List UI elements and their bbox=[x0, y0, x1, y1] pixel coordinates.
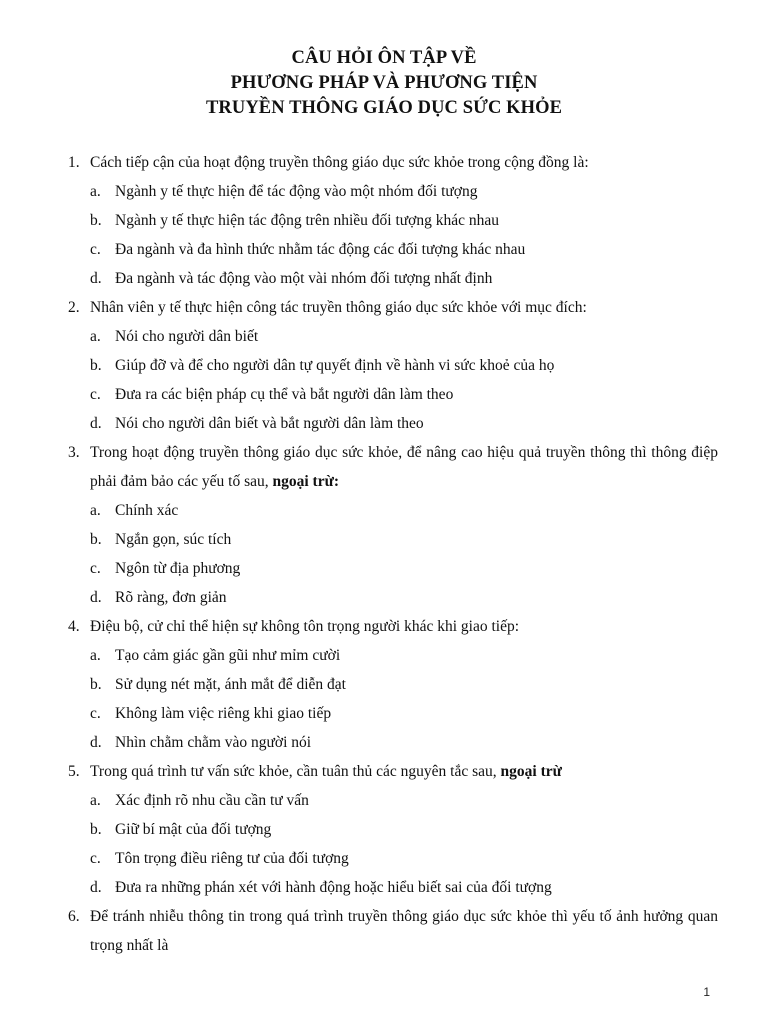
option-letter: b. bbox=[90, 357, 102, 374]
option-letter: b. bbox=[90, 821, 102, 838]
option-c bbox=[90, 844, 718, 873]
question-text-main: Để tránh nhiễu thông tin trong quá trình truyền thông giáo dục sức khỏe thì yếu tố ảnh hưởng quan trọng nhất là bbox=[90, 908, 718, 954]
option-text: Nói cho người dân biết bbox=[115, 328, 259, 345]
option-text: Ngành y tế thực hiện để tác động vào một nhóm đối tượng bbox=[115, 183, 478, 200]
question-number: 4. bbox=[68, 618, 80, 635]
option-text: Đưa ra các biện pháp cụ thể và bắt người dân làm theo bbox=[115, 386, 454, 403]
option-letter: d. bbox=[90, 270, 102, 287]
question-text bbox=[90, 293, 718, 322]
option-letter: c. bbox=[90, 705, 101, 722]
option-d bbox=[90, 728, 718, 757]
option-list bbox=[68, 641, 718, 757]
question-emphasis: ngoại trừ: bbox=[272, 473, 340, 490]
option-d bbox=[90, 409, 718, 438]
option-c bbox=[90, 699, 718, 728]
question-number: 3. bbox=[68, 444, 80, 461]
option-text: Ngắn gọn, súc tích bbox=[115, 531, 232, 548]
question-text bbox=[90, 438, 718, 496]
title-line-2: PHƯƠNG PHÁP VÀ PHƯƠNG TIỆN bbox=[230, 73, 538, 93]
option-c bbox=[90, 235, 718, 264]
title-line-1: CÂU HỎI ÔN TẬP VỀ bbox=[291, 48, 477, 68]
option-text: Không làm việc riêng khi giao tiếp bbox=[115, 705, 332, 722]
option-a bbox=[90, 177, 718, 206]
question-3 bbox=[68, 438, 718, 612]
option-letter: b. bbox=[90, 212, 102, 229]
option-text: Giúp đỡ và để cho người dân tự quyết định về hành vi sức khoẻ của họ bbox=[115, 357, 555, 374]
question-number: 2. bbox=[68, 299, 80, 316]
option-letter: c. bbox=[90, 386, 101, 403]
option-b bbox=[90, 670, 718, 699]
option-b bbox=[90, 815, 718, 844]
question-text bbox=[90, 902, 718, 960]
option-a bbox=[90, 496, 718, 525]
option-letter: d. bbox=[90, 879, 102, 896]
option-letter: d. bbox=[90, 734, 102, 751]
option-text: Tôn trọng điều riêng tư của đối tượng bbox=[115, 850, 349, 867]
question-2 bbox=[68, 293, 718, 438]
option-list bbox=[68, 177, 718, 293]
title-line-3: TRUYỀN THÔNG GIÁO DỤC SỨC KHỎE bbox=[205, 98, 563, 118]
option-text: Nói cho người dân biết và bắt người dân làm theo bbox=[115, 415, 424, 432]
question-4 bbox=[68, 612, 718, 757]
option-letter: a. bbox=[90, 647, 101, 664]
question-6 bbox=[68, 902, 718, 960]
option-text: Ngành y tế thực hiện tác động trên nhiều đối tượng khác nhau bbox=[115, 212, 499, 229]
option-letter: c. bbox=[90, 850, 101, 867]
option-text: Xác định rõ nhu cầu cần tư vấn bbox=[115, 792, 309, 809]
question-emphasis: ngoại trừ bbox=[500, 763, 562, 780]
option-text: Giữ bí mật của đối tượng bbox=[115, 821, 272, 838]
question-text bbox=[90, 757, 718, 786]
question-number: 1. bbox=[68, 154, 80, 171]
option-list bbox=[68, 786, 718, 902]
option-text: Nhìn chằm chằm vào người nói bbox=[115, 734, 312, 751]
question-text bbox=[90, 612, 718, 641]
option-text: Đưa ra những phán xét với hành động hoặc hiểu biết sai của đối tượng bbox=[115, 879, 552, 896]
question-number: 5. bbox=[68, 763, 80, 780]
option-letter: a. bbox=[90, 183, 101, 200]
option-c bbox=[90, 380, 718, 409]
option-text: Đa ngành và đa hình thức nhằm tác động các đối tượng khác nhau bbox=[115, 241, 526, 258]
option-d bbox=[90, 264, 718, 293]
option-d bbox=[90, 873, 718, 902]
question-text-main: Trong quá trình tư vấn sức khỏe, cần tuân thủ các nguyên tắc sau, bbox=[90, 763, 501, 780]
option-a bbox=[90, 322, 718, 351]
option-letter: d. bbox=[90, 589, 102, 606]
question-text bbox=[90, 148, 718, 177]
option-text: Đa ngành và tác động vào một vài nhóm đối tượng nhất định bbox=[115, 270, 493, 287]
option-letter: d. bbox=[90, 415, 102, 432]
option-b bbox=[90, 525, 718, 554]
option-text: Ngôn từ địa phương bbox=[115, 560, 241, 577]
question-list bbox=[68, 148, 718, 960]
option-letter: a. bbox=[90, 792, 101, 809]
option-list bbox=[68, 322, 718, 438]
option-a bbox=[90, 641, 718, 670]
document-title bbox=[0, 46, 768, 121]
option-letter: a. bbox=[90, 328, 101, 345]
question-text-main: Cách tiếp cận của hoạt động truyền thông giáo dục sức khỏe trong cộng đồng là: bbox=[90, 154, 589, 171]
option-b bbox=[90, 206, 718, 235]
question-1 bbox=[68, 148, 718, 293]
option-list bbox=[68, 496, 718, 612]
option-letter: b. bbox=[90, 676, 102, 693]
option-letter: c. bbox=[90, 560, 101, 577]
question-number: 6. bbox=[68, 908, 80, 925]
option-text: Rõ ràng, đơn giản bbox=[115, 589, 227, 606]
option-a bbox=[90, 786, 718, 815]
option-c bbox=[90, 554, 718, 583]
option-letter: b. bbox=[90, 531, 102, 548]
question-text-main: Nhân viên y tế thực hiện công tác truyền thông giáo dục sức khỏe với mục đích: bbox=[90, 299, 587, 316]
option-text: Sử dụng nét mặt, ánh mắt để diễn đạt bbox=[115, 676, 346, 693]
page-number: 1 bbox=[703, 985, 710, 999]
option-d bbox=[90, 583, 718, 612]
question-text-main: Điệu bộ, cử chỉ thể hiện sự không tôn trọng người khác khi giao tiếp: bbox=[90, 618, 520, 635]
option-text: Chính xác bbox=[115, 502, 179, 519]
option-letter: c. bbox=[90, 241, 101, 258]
question-text-main: Trong hoạt động truyền thông giáo dục sức khỏe, để nâng cao hiệu quả truyền thông thì thông điệp phải đảm bảo các yếu tố sau, bbox=[90, 444, 718, 490]
option-letter: a. bbox=[90, 502, 101, 519]
question-5 bbox=[68, 757, 718, 902]
option-text: Tạo cảm giác gần gũi như mỉm cười bbox=[115, 647, 341, 664]
option-b bbox=[90, 351, 718, 380]
